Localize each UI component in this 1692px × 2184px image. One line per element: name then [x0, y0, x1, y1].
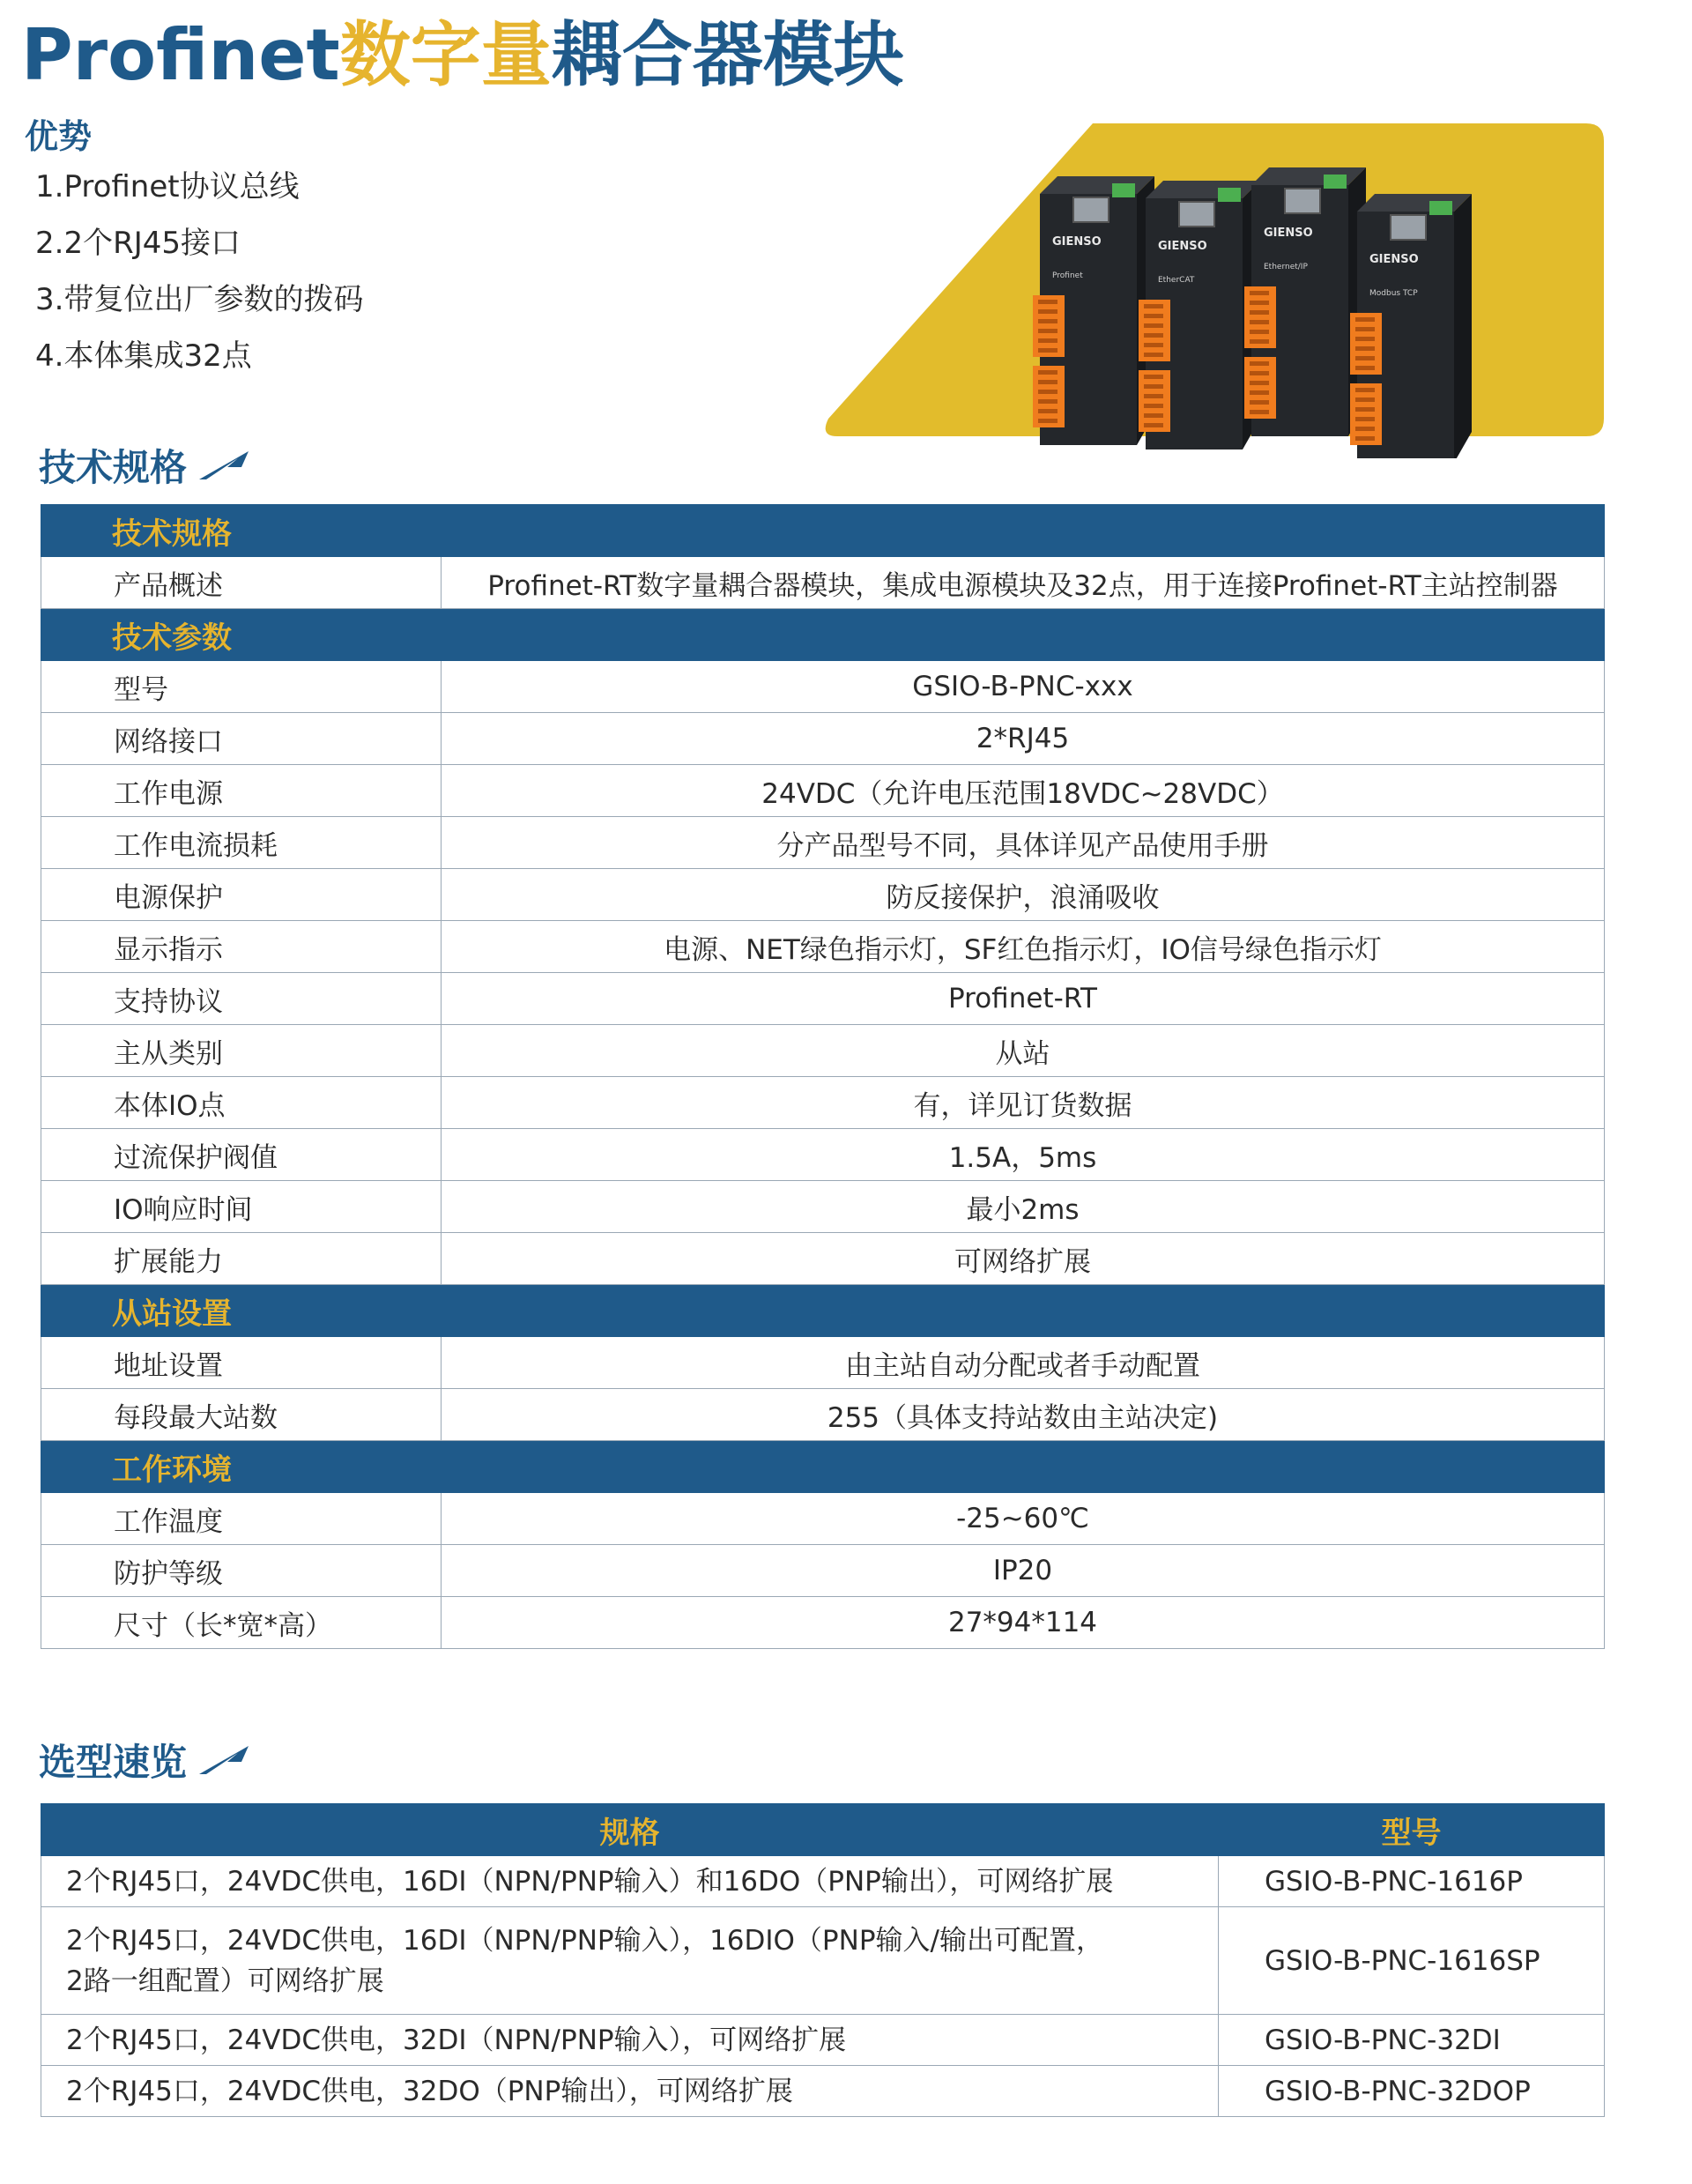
spec-value: -25~60℃: [442, 1493, 1605, 1545]
terminal-block: [1139, 300, 1170, 361]
terminal-block: [1033, 366, 1065, 427]
selection-model: GSIO-B-PNC-1616SP: [1219, 1907, 1605, 2015]
arrow-icon: [197, 448, 254, 483]
spec-value: 1.5A，5ms: [442, 1129, 1605, 1181]
selection-model: GSIO-B-PNC-1616P: [1219, 1856, 1605, 1907]
spec-key: 网络接口: [41, 713, 442, 765]
terminal-block: [1244, 286, 1276, 348]
spec-value: 防反接保护，浪涌吸收: [442, 869, 1605, 921]
selection-header-spec: 规格: [41, 1804, 1219, 1856]
spec-key: 工作电源: [41, 765, 442, 817]
spec-value: [442, 505, 1605, 557]
module-brand-label: GIENSO: [1158, 240, 1207, 253]
title-part-2: 数字量: [339, 14, 552, 96]
selection-spec: 2个RJ45口，24VDC供电，32DI（NPN/PNP输入），可网络扩展: [41, 2015, 1219, 2066]
spec-row: [41, 1597, 1605, 1649]
spec-value: 最小2ms: [442, 1181, 1605, 1233]
spec-key: IO响应时间: [41, 1181, 442, 1233]
spec-row: [41, 1077, 1605, 1129]
spec-row: [41, 869, 1605, 921]
spec-row: [41, 661, 1605, 713]
selection-row: [41, 2066, 1605, 2117]
spec-value: [442, 1285, 1605, 1337]
spec-value: Profinet-RT: [442, 973, 1605, 1025]
selection-section-title: [39, 1734, 254, 1787]
spec-section-row: [41, 1285, 1605, 1337]
spec-section-row: [41, 609, 1605, 661]
spec-section-row: [41, 505, 1605, 557]
selection-table: [41, 1803, 1605, 2117]
spec-section-row: [41, 1441, 1605, 1493]
module-brand-label: GIENSO: [1369, 253, 1419, 266]
spec-row: [41, 921, 1605, 973]
product-hero-image: [811, 106, 1622, 458]
module-protocol-label: Profinet: [1052, 271, 1083, 280]
spec-value: [442, 1441, 1605, 1493]
selection-spec: 2个RJ45口，24VDC供电，32DO（PNP输出），可网络扩展: [41, 2066, 1219, 2117]
module-brand-label: GIENSO: [1264, 227, 1313, 240]
spec-section-heading: 技术参数: [41, 609, 442, 661]
terminal-block: [1350, 383, 1382, 445]
advantages-heading: 优势: [25, 117, 93, 156]
title-part-1: Profinet: [21, 14, 340, 96]
io-module: [1033, 176, 1154, 445]
spec-key: 过流保护阀值: [41, 1129, 442, 1181]
advantages-list: [35, 159, 363, 384]
spec-section-title: [39, 439, 254, 492]
spec-row: [41, 1129, 1605, 1181]
spec-key: 地址设置: [41, 1337, 442, 1389]
io-module: [1350, 194, 1472, 458]
advantage-item: 4.本体集成32点: [35, 338, 252, 374]
spec-row: [41, 765, 1605, 817]
spec-key: 本体IO点: [41, 1077, 442, 1129]
spec-value: IP20: [442, 1545, 1605, 1597]
spec-value: 由主站自动分配或者手动配置: [442, 1337, 1605, 1389]
arrow-icon: [197, 1742, 254, 1778]
title-part-3: 耦合器模块: [551, 14, 904, 96]
spec-row: [41, 1337, 1605, 1389]
spec-value: GSIO-B-PNC-xxx: [442, 661, 1605, 713]
selection-row: [41, 1907, 1605, 2015]
selection-spec: 2个RJ45口，24VDC供电，16DI（NPN/PNP输入），16DIO（PNP输入/输出可配置， 2路一组配置）可网络扩展: [41, 1907, 1219, 2015]
spec-section-heading: 技术规格: [41, 505, 442, 557]
spec-row: [41, 1493, 1605, 1545]
spec-key: 工作电流损耗: [41, 817, 442, 869]
spec-row: [41, 973, 1605, 1025]
selection-row: [41, 1856, 1605, 1907]
spec-key: 工作温度: [41, 1493, 442, 1545]
spec-section-label: 技术规格: [39, 446, 188, 489]
spec-key: 扩展能力: [41, 1233, 442, 1285]
spec-key: 型号: [41, 661, 442, 713]
spec-row: [41, 1025, 1605, 1077]
spec-value: 从站: [442, 1025, 1605, 1077]
spec-row: [41, 1389, 1605, 1441]
spec-row: [41, 713, 1605, 765]
spec-value: 2*RJ45: [442, 713, 1605, 765]
module-brand-label: GIENSO: [1052, 235, 1102, 249]
module-protocol-label: EtherCAT: [1158, 276, 1195, 285]
spec-key: 防护等级: [41, 1545, 442, 1597]
advantage-item: 3.带复位出厂参数的拨码: [35, 282, 364, 317]
selection-model: GSIO-B-PNC-32DOP: [1219, 2066, 1605, 2117]
spec-row: [41, 1233, 1605, 1285]
advantage-item: 1.Profinet协议总线: [35, 169, 300, 204]
selection-section-label: 选型速览: [39, 1741, 188, 1784]
terminal-block: [1139, 370, 1170, 432]
spec-row: [41, 1545, 1605, 1597]
selection-header-row: [41, 1804, 1605, 1856]
spec-key: 主从类别: [41, 1025, 442, 1077]
spec-section-heading: 从站设置: [41, 1285, 442, 1337]
spec-value: 27*94*114: [442, 1597, 1605, 1649]
spec-key: 产品概述: [41, 557, 442, 609]
terminal-block: [1244, 357, 1276, 419]
spec-value: [442, 609, 1605, 661]
selection-spec: 2个RJ45口，24VDC供电，16DI（NPN/PNP输入）和16DO（PNP输出），可网络扩展: [41, 1856, 1219, 1907]
spec-key: 显示指示: [41, 921, 442, 973]
spec-value: 255（具体支持站数由主站决定): [442, 1389, 1605, 1441]
selection-row: [41, 2015, 1605, 2066]
spec-value: 可网络扩展: [442, 1233, 1605, 1285]
spec-key: 每段最大站数: [41, 1389, 442, 1441]
spec-table: [41, 504, 1605, 1649]
advantage-item: 2.2个RJ45接口: [35, 226, 241, 261]
io-module: [1139, 181, 1260, 449]
page-title: [21, 7, 904, 104]
spec-value: 24VDC（允许电压范围18VDC~28VDC）: [442, 765, 1605, 817]
product-illustration: [811, 106, 1622, 458]
spec-value: Profinet-RT数字量耦合器模块，集成电源模块及32点，用于连接Profinet-RT主站控制器: [442, 557, 1605, 609]
terminal-block: [1350, 313, 1382, 375]
spec-row: [41, 1181, 1605, 1233]
spec-key: 尺寸（长*宽*高）: [41, 1597, 442, 1649]
module-protocol-label: Modbus TCP: [1369, 289, 1418, 298]
module-protocol-label: Ethernet/IP: [1264, 263, 1308, 271]
spec-value: 有，详见订货数据: [442, 1077, 1605, 1129]
spec-key: 支持协议: [41, 973, 442, 1025]
selection-header-model: 型号: [1219, 1804, 1605, 1856]
spec-row: [41, 557, 1605, 609]
spec-value: 电源、NET绿色指示灯，SF红色指示灯，IO信号绿色指示灯: [442, 921, 1605, 973]
selection-model: GSIO-B-PNC-32DI: [1219, 2015, 1605, 2066]
spec-section-heading: 工作环境: [41, 1441, 442, 1493]
spec-row: [41, 817, 1605, 869]
io-module: [1244, 167, 1366, 436]
spec-key: 电源保护: [41, 869, 442, 921]
terminal-block: [1033, 295, 1065, 357]
spec-value: 分产品型号不同，具体详见产品使用手册: [442, 817, 1605, 869]
